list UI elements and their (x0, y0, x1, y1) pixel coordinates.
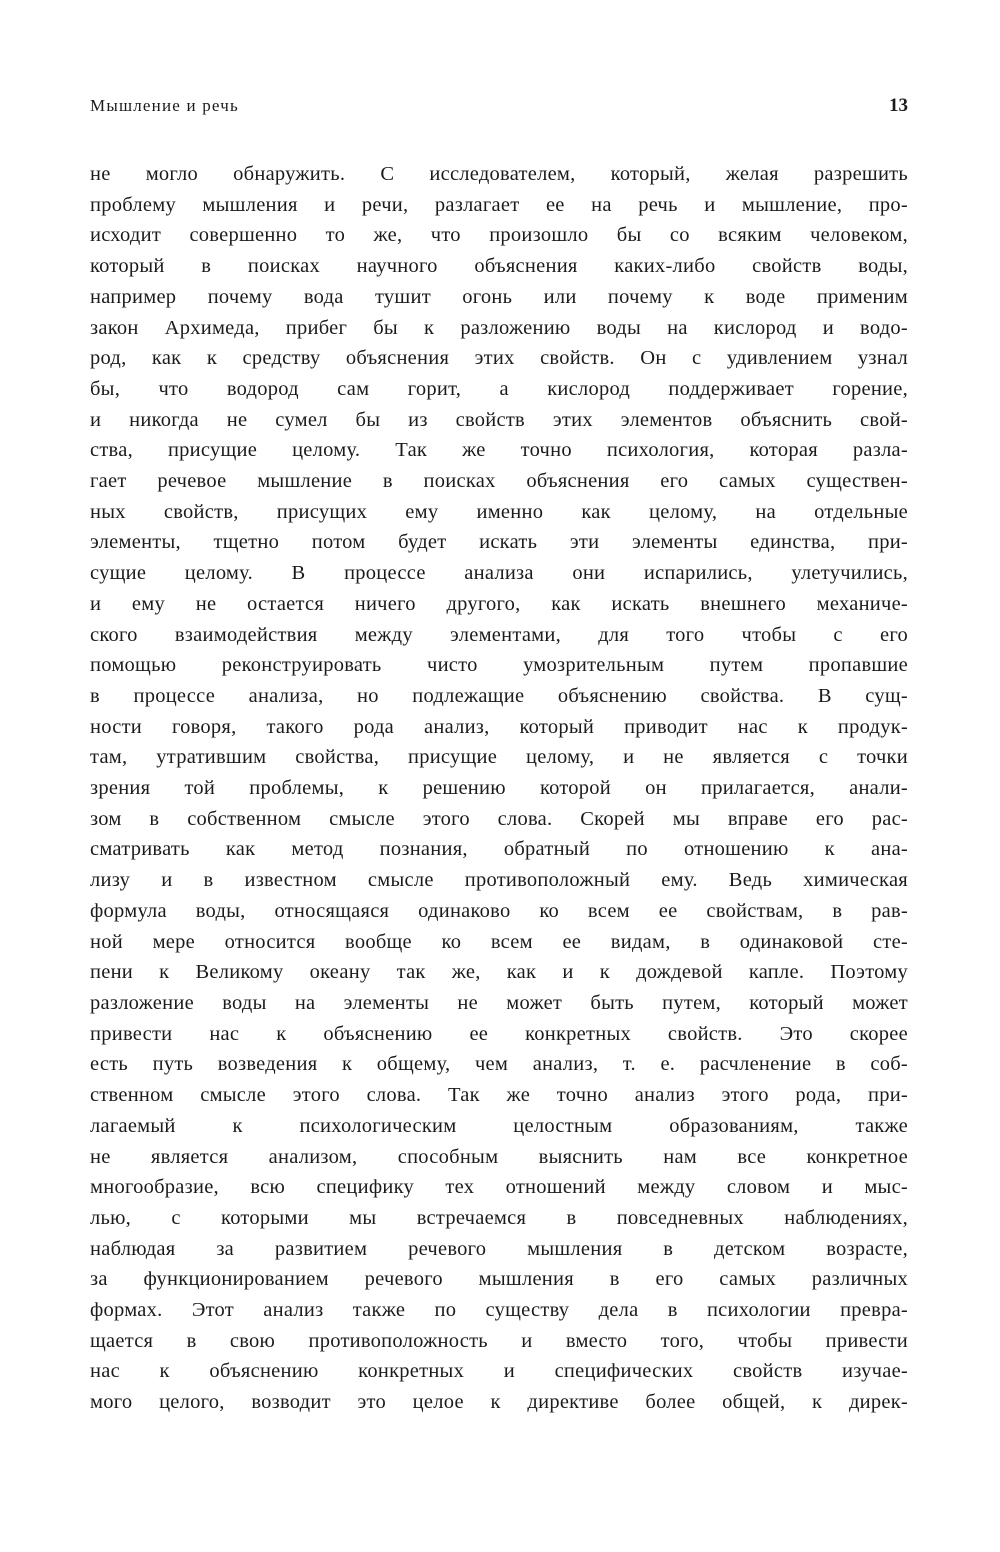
text-line: за функционированием речевого мышления в его самых различных (90, 1268, 908, 1291)
text-line: там, утратившим свойства, присущие целому, и не является с точки (90, 746, 908, 769)
text-line: помощью реконструировать чисто умозрительным путем пропавшие (90, 654, 908, 677)
text-line: проблему мышления и речи, разлагает ее на речь и мышление, про- (90, 193, 908, 216)
text-line: ных свойств, присущих ему именно как целому, на отдельные (90, 500, 908, 523)
text-line: который в поисках научного объяснения каких-либо свойств воды, (90, 255, 908, 278)
text-line: формула воды, относящаяся одинаково ко всем ее свойствам, в рав- (90, 899, 908, 922)
text-line: элементы, тщетно потом будет искать эти элементы единства, при- (90, 531, 908, 554)
text-line: многообразие, всю специфику тех отношений между словом и мыс- (90, 1176, 908, 1199)
text-line: в процессе анализа, но подлежащие объяснению свойства. В сущ- (90, 684, 908, 707)
text-line: наблюдая за развитием речевого мышления в детском возрасте, (90, 1237, 908, 1260)
text-line: например почему вода тушит огонь или почему к воде применим (90, 285, 908, 308)
text-line: ности говоря, такого рода анализ, который приводит нас к продук- (90, 715, 908, 738)
text-line: сматривать как метод познания, обратный по отношению к ана- (90, 838, 908, 861)
text-line: ства, присущие целому. Так же точно психология, которая разла- (90, 439, 908, 462)
text-line: зрения той проблемы, к решению которой он прилагается, анали- (90, 777, 908, 800)
text-line: мого целого, возводит это целое к директиве более общей, к дирек- (90, 1391, 908, 1414)
text-line: не могло обнаружить. С исследователем, который, желая разрешить (90, 163, 908, 185)
text-line: лагаемый к психологическим целостным образованиям, также (90, 1114, 908, 1137)
text-line: щается в свою противоположность и вместо того, чтобы привести (90, 1329, 908, 1352)
text-line: пени к Великому океану так же, как и к дождевой капле. Поэтому (90, 961, 908, 984)
page-header (90, 95, 908, 117)
text-line: нас к объяснению конкретных и специфических свойств изучае- (90, 1360, 908, 1383)
text-line: ского взаимодействия между элементами, для того чтобы с его (90, 623, 908, 646)
text-line: сущие целому. В процессе анализа они испарились, улетучились, (90, 562, 908, 585)
text-line: бы, что водород сам горит, а кислород поддерживает горение, (90, 377, 908, 400)
text-line: зом в собственном смысле этого слова. Скорей мы вправе его рас- (90, 807, 908, 830)
text-line: род, как к средству объяснения этих свойств. Он с удивлением узнал (90, 347, 908, 370)
text-line: не является анализом, способным выяснить нам все конкретное (90, 1145, 908, 1168)
text-line: ственном смысле этого слова. Так же точно анализ этого рода, при- (90, 1084, 908, 1107)
text-line: лизу и в известном смысле противоположный ему. Ведь химическая (90, 869, 908, 892)
text-line: лью, с которыми мы встречаемся в повседневных наблюдениях, (90, 1206, 908, 1229)
text-line: формах. Этот анализ также по существу дела в психологии превра- (90, 1299, 908, 1322)
text-line: закон Архимеда, прибег бы к разложению воды на кислород и водо- (90, 316, 908, 339)
text-line: ной мере относится вообще ко всем ее видам, в одинаковой сте- (90, 930, 908, 953)
running-title: Мышление и речь (90, 96, 239, 115)
text-line: разложение воды на элементы не может быть путем, который может (90, 991, 908, 1014)
text-line: и никогда не сумел бы из свойств этих элементов объяснить свой- (90, 408, 908, 431)
page-number: 13 (889, 95, 908, 116)
text-line: гает речевое мышление в поисках объяснения его самых существен- (90, 470, 908, 493)
body-text (90, 159, 908, 1418)
text-line: привести нас к объяснению ее конкретных свойств. Это скорее (90, 1022, 908, 1045)
text-line: и ему не остается ничего другого, как искать внешнего механиче- (90, 592, 908, 615)
text-line: есть путь возведения к общему, чем анализ, т. е. расчленение в соб- (90, 1053, 908, 1076)
text-line: исходит совершенно то же, что произошло бы со всяким человеком, (90, 224, 908, 247)
